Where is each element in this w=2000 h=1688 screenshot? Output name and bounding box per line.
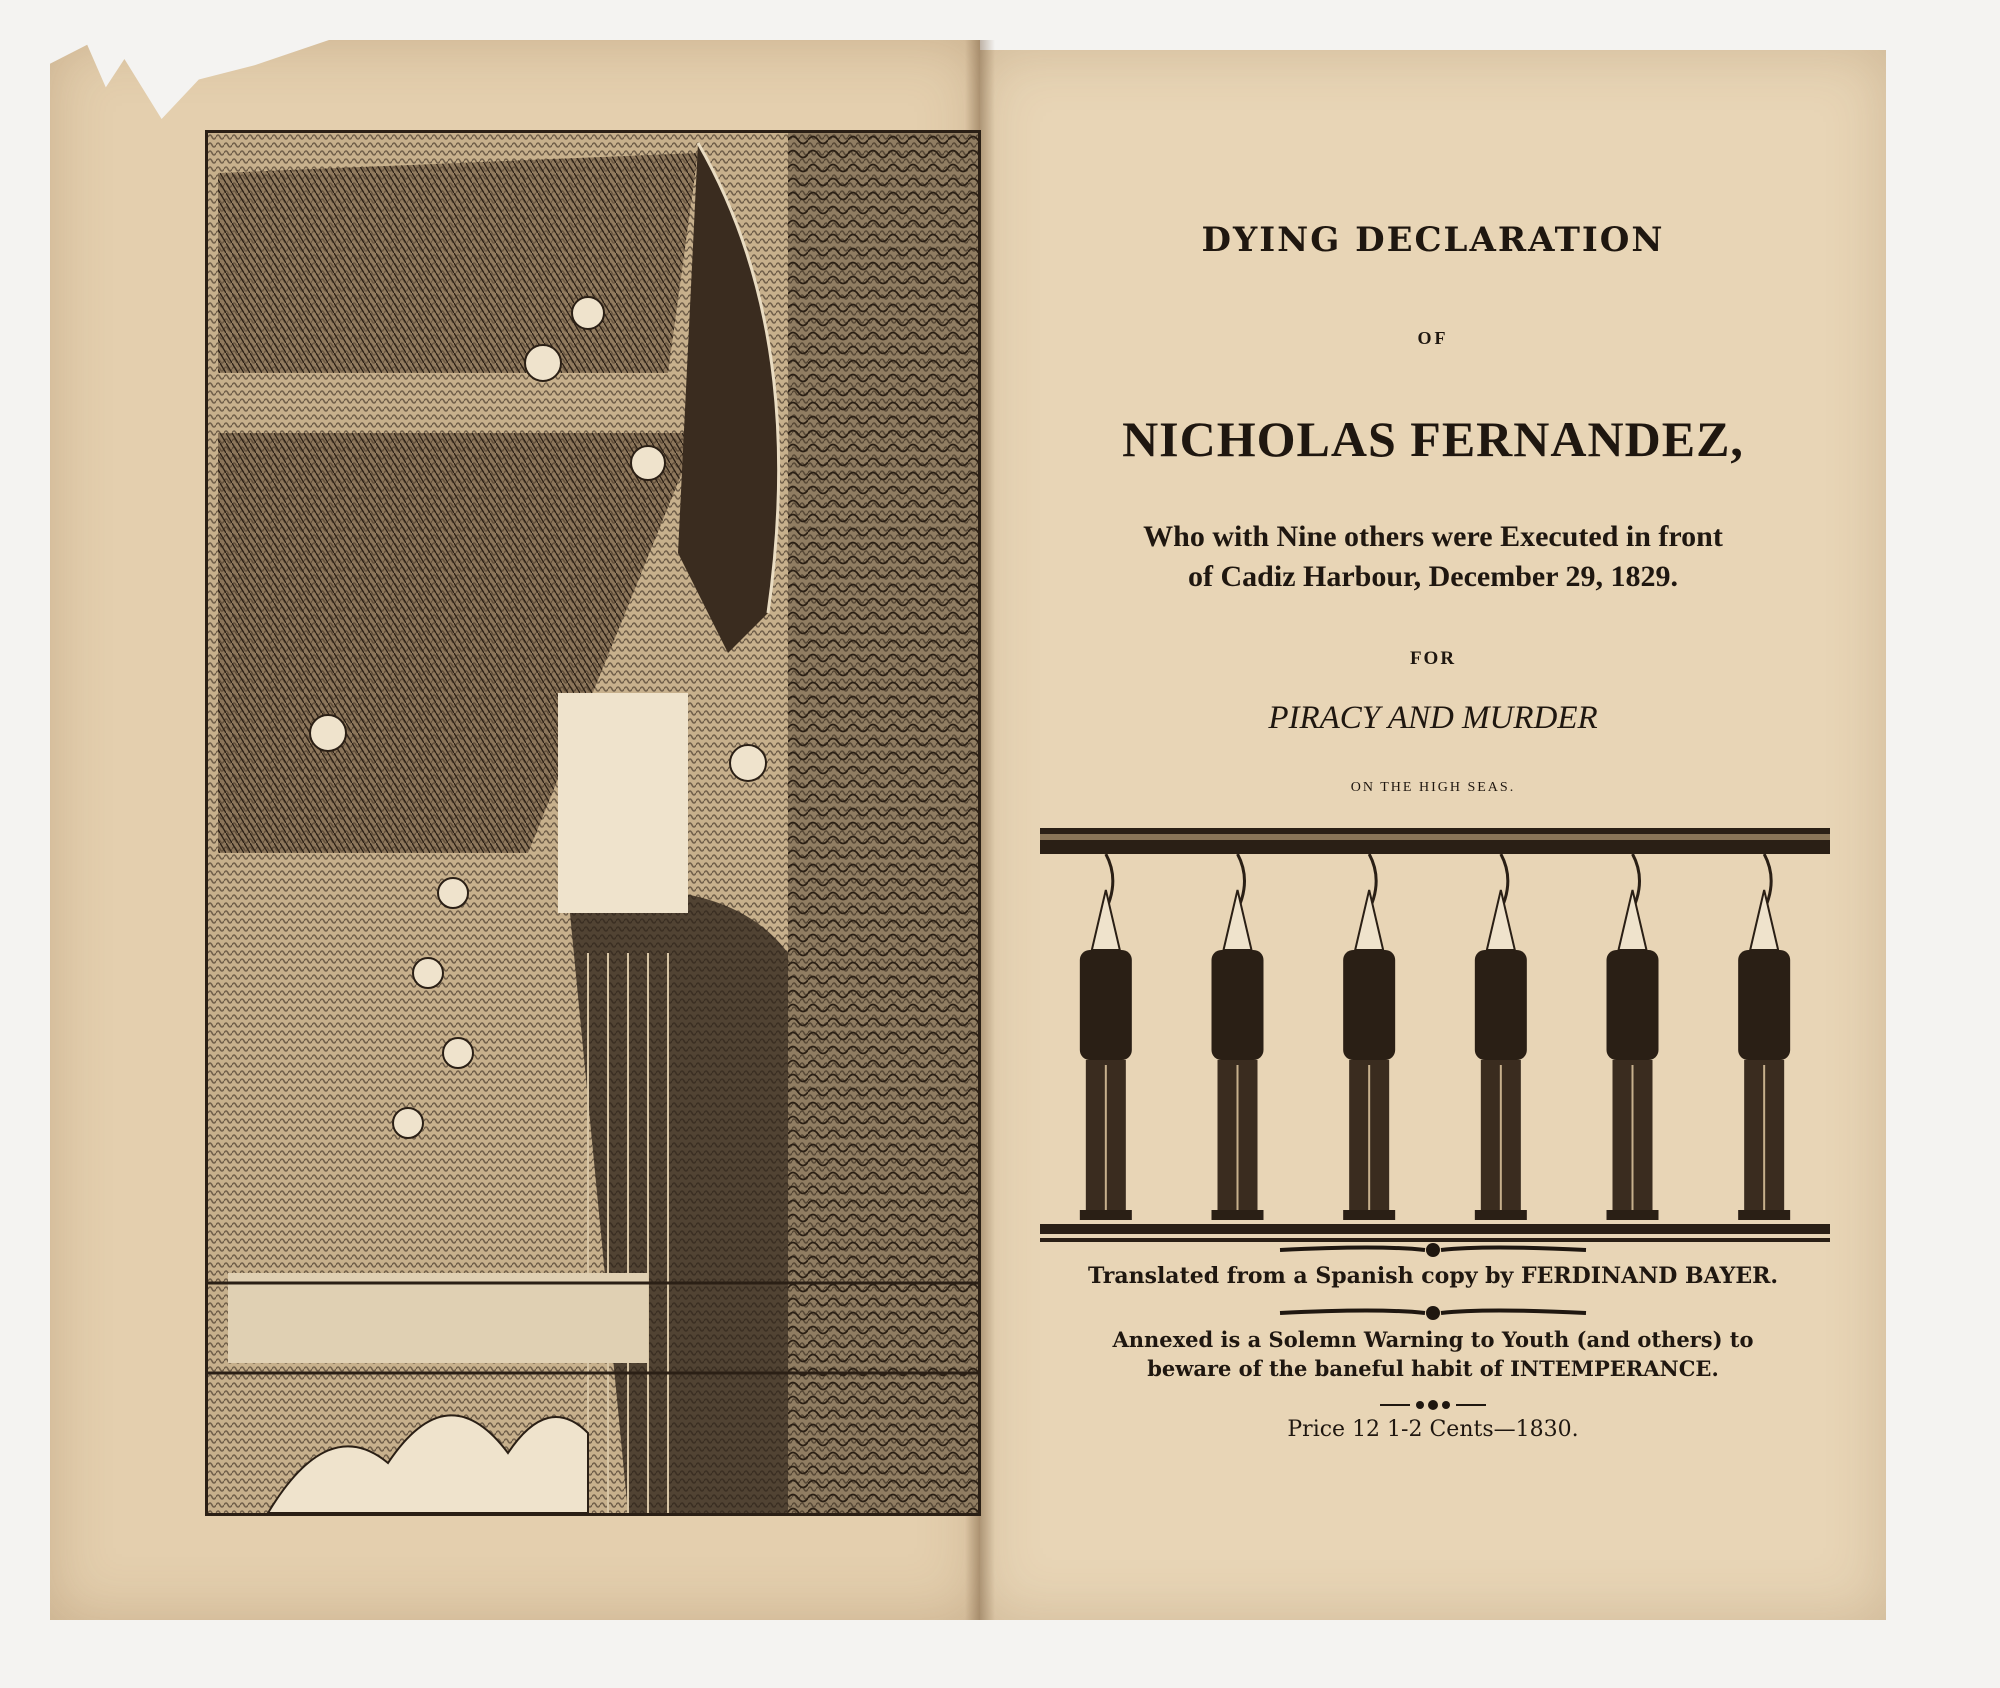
hanged-figure (1343, 854, 1395, 1220)
price-line: Price 12 1-2 Cents—1830. (1287, 1417, 1579, 1442)
annexed-line-2: beware of the baneful habit of INTEMPERANCE. (1147, 1356, 1719, 1381)
title-heading: DYING DECLARATION (1201, 220, 1665, 260)
gallows-illustration (1040, 820, 1830, 1270)
subtitle-line-2: of Cadiz Harbour, December 29, 1829. (1188, 560, 1678, 593)
hanged-figure (1738, 854, 1790, 1220)
subtitle-line-1: Who with Nine others were Executed in front (1143, 520, 1723, 553)
title-of: OF (1417, 328, 1449, 348)
title-for: FOR (1409, 648, 1457, 669)
hanged-figures (1080, 854, 1790, 1220)
hanged-figure (1607, 854, 1659, 1220)
ornament-divider (980, 1298, 1886, 1328)
gallows-beam (1040, 828, 1830, 854)
hanged-figure (1212, 854, 1264, 1220)
hanged-figure (1475, 854, 1527, 1220)
title-page (980, 50, 1886, 1620)
title-location: ON THE HIGH SEAS. (1350, 780, 1516, 795)
small-ornament (980, 1390, 1886, 1420)
title-crime: PIRACY AND MURDER (1268, 700, 1598, 736)
annexed-line-1: Annexed is a Solemn Warning to Youth (and others) to (1112, 1327, 1754, 1352)
hanged-figure (1080, 854, 1132, 1220)
woodcut-illustration (205, 130, 981, 1516)
translator-line: Translated from a Spanish copy by FERDINAND BAYER. (1087, 1263, 1779, 1289)
ornament-divider (980, 1235, 1886, 1265)
title-name: NICHOLAS FERNANDEZ, (1122, 411, 1744, 467)
